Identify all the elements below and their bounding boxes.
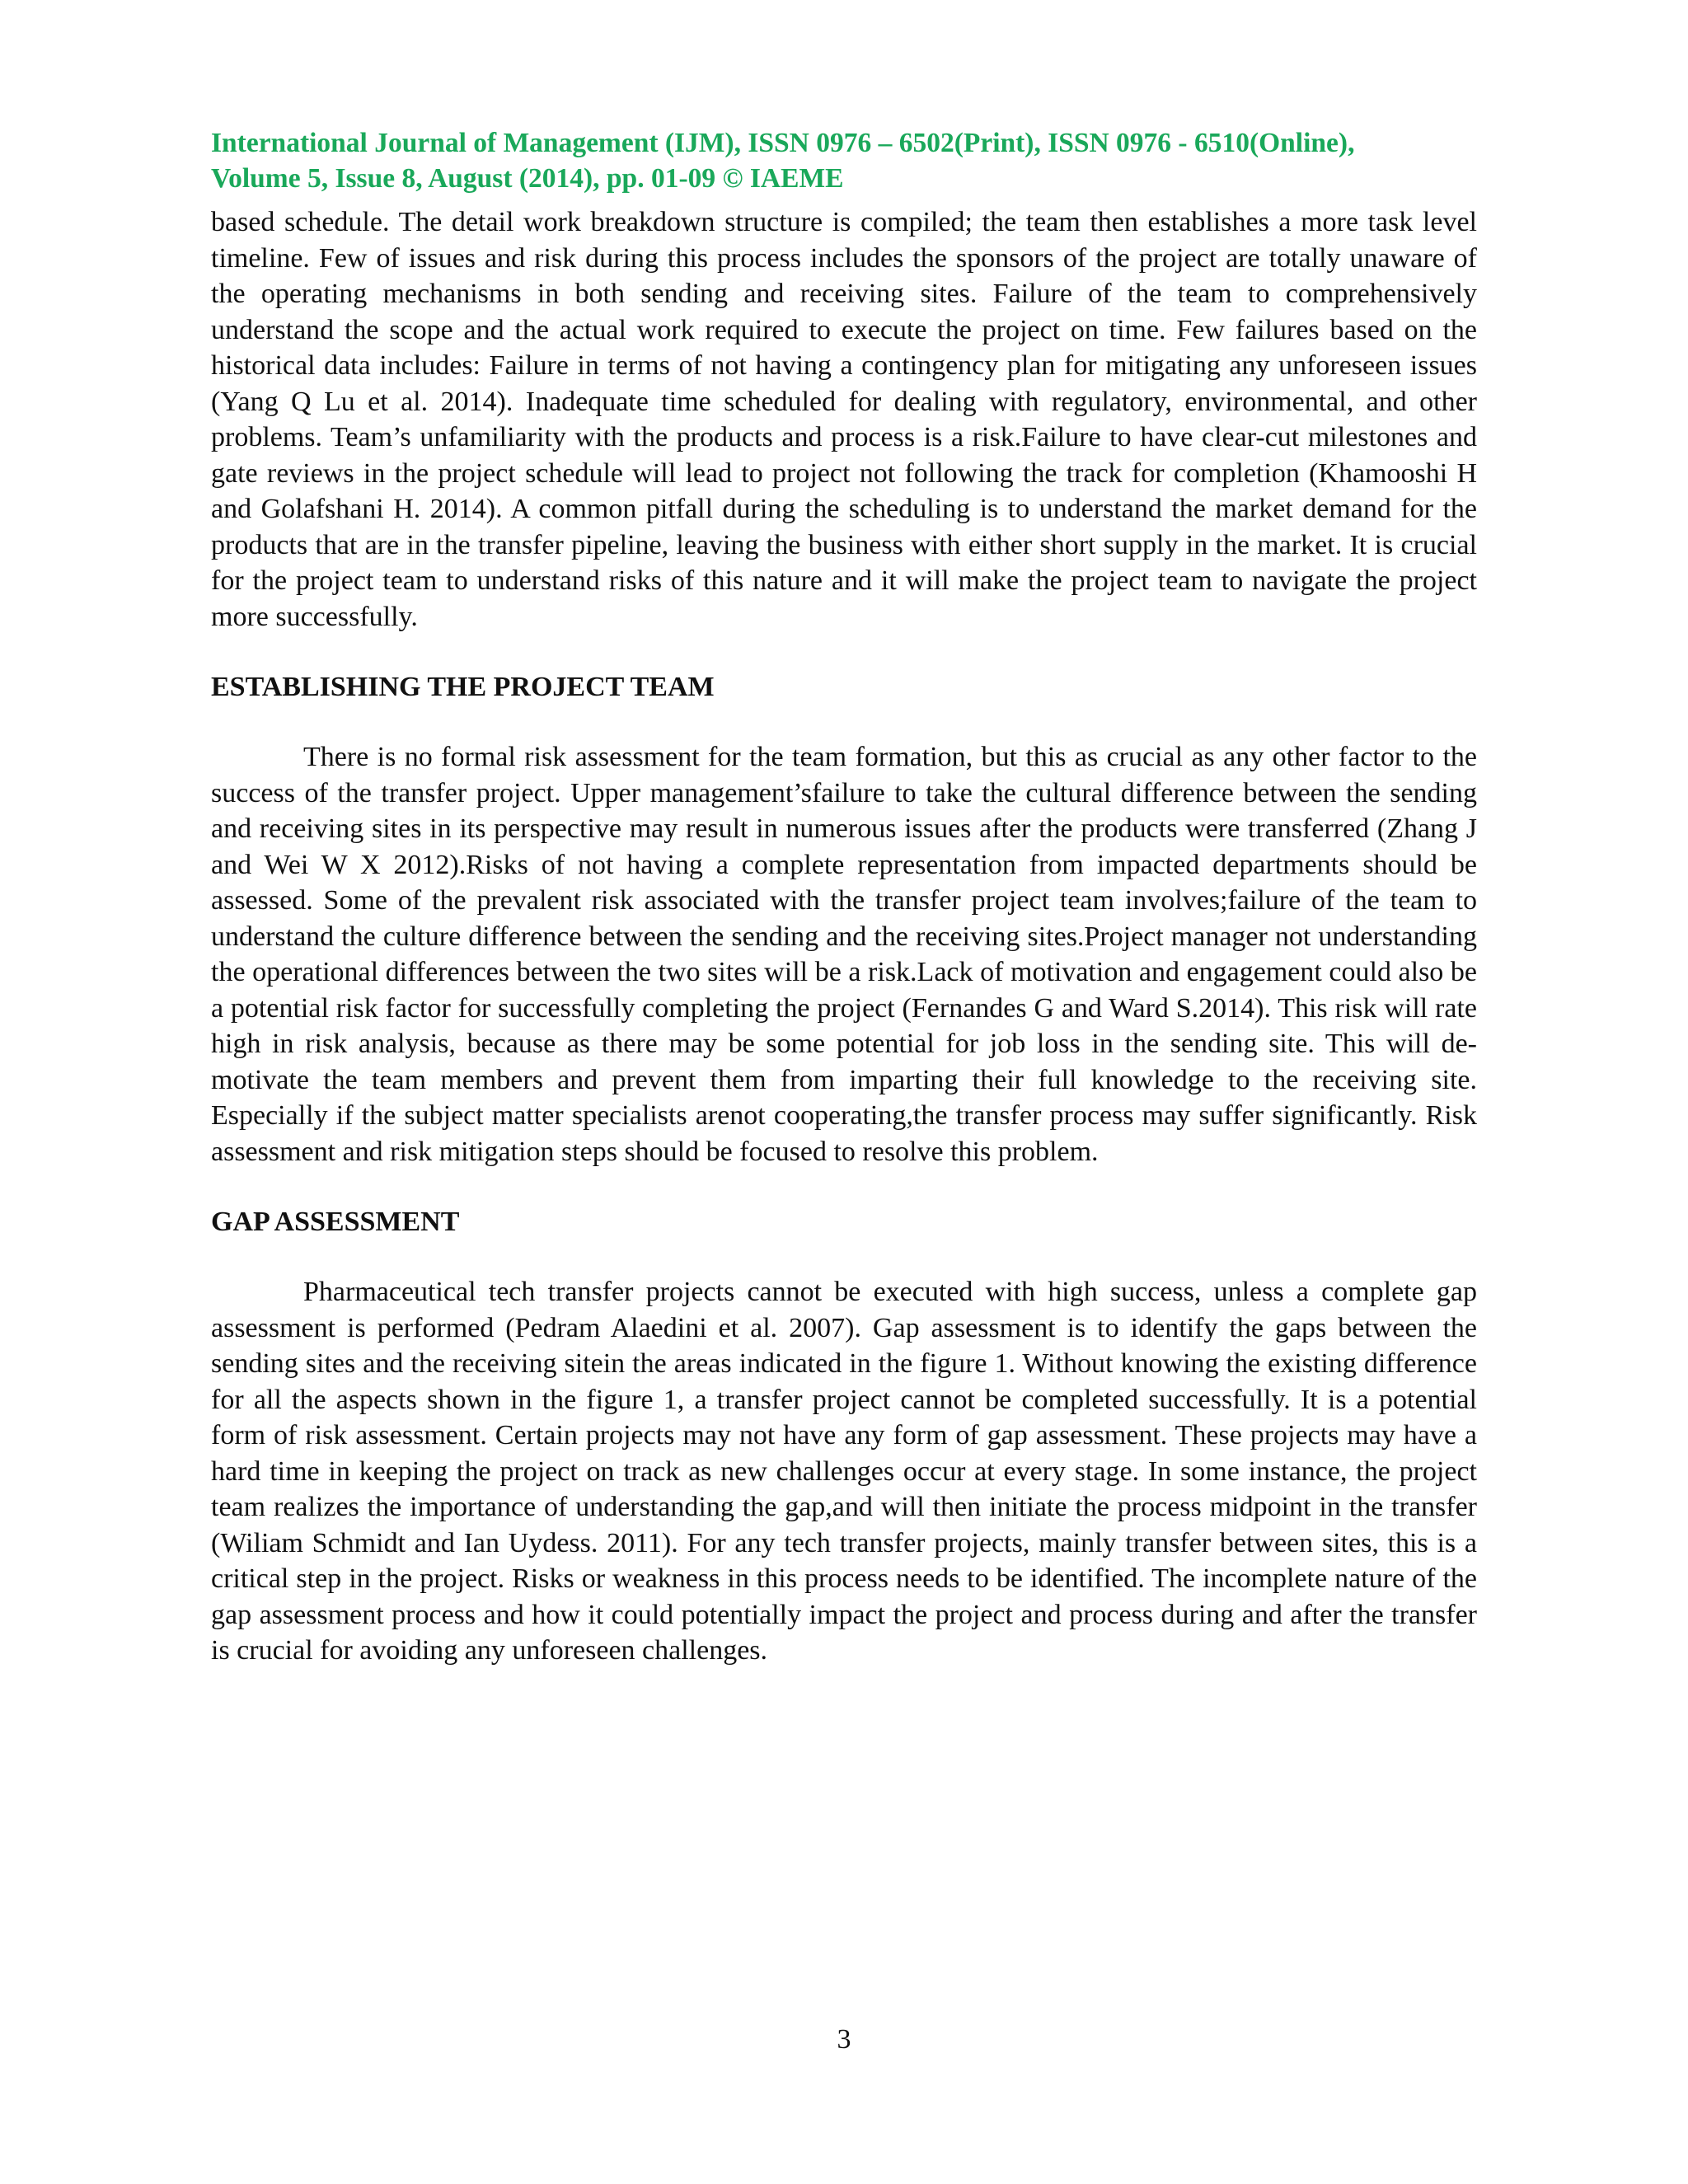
paragraph-schedule-risks: based schedule. The detail work breakdown structure is compiled; the team then establishes a more task level timeline. Few of issues and risk during this process includes the sponsors of the project are totally unaware of the operating mechanisms in both sending and receiving sites. Failure of the team to comprehensively understand the scope and the actual work required to execute the project on time. Few failures based on the historical data includes: Failure in terms of not having a contingency plan for mitigating any unforeseen issues (Yang Q Lu et al. 2014). Inadequate time scheduled for dealing with regulatory, environmental, and other problems. Team’s unfamiliarity with the products and process is a risk.Failure to have clear-cut milestones and gate reviews in the project schedule will lead to project not following the track for completion (Khamooshi H and Golafshani H. 2014). A common pitfall during the scheduling is to understand the market demand for the products that are in the transfer pipeline, leaving the business with either short supply in the market. It is crucial for the project team to understand risks of this nature and it will make the project team to navigate the project more successfully.	[211, 207, 1477, 632]
journal-header	[211, 125, 1477, 196]
journal-header-line-1: International Journal of Management (IJM), ISSN 0976 – 6502(Print), ISSN 0976 - 6510(Online),	[211, 128, 1355, 158]
paragraph-gap-assessment: Pharmaceutical tech transfer projects cannot be executed with high success, unless a complete gap assessment is performed (Pedram Alaedini et al. 2007). Gap assessment is to identify the gaps between the sending sites and the receiving sitein the areas indicated in the figure 1. Without knowing the existing difference for all the aspects shown in the figure 1, a transfer project cannot be completed successfully. It is a potential form of risk assessment. Certain projects may not have any form of gap assessment. These projects may have a hard time in keeping the project on track as new challenges occur at every stage. In some instance, the project team realizes the importance of understanding the gap,and will then initiate the process midpoint in the transfer (Wiliam Schmidt and Ian Uydess. 2011). For any tech transfer projects, mainly transfer between sites, this is a critical step in the project. Risks or weakness in this process needs to be identified. The incomplete nature of the gap assessment process and how it could potentially impact the project and process during and after the transfer is crucial for avoiding any unforeseen challenges.	[211, 1277, 1477, 1666]
page-number: 3	[837, 2024, 851, 2055]
journal-header-line-2: Volume 5, Issue 8, August (2014), pp. 01-09 © IAEME	[211, 163, 844, 194]
heading-gap-assessment: GAP ASSESSMENT	[211, 1207, 460, 1237]
heading-establishing-project-team: ESTABLISHING THE PROJECT TEAM	[211, 672, 715, 702]
paragraph-project-team: There is no formal risk assessment for the team formation, but this as crucial as any other factor to the success of the transfer project. Upper management’sfailure to take the cultural difference between the sending and receiving sites in its perspective may result in numerous issues after the products were transferred (Zhang J and Wei W X 2012).Risks of not having a complete representation from impacted departments should be assessed. Some of the prevalent risk associated with the transfer project team involves;failure of the team to understand the culture difference between the sending and the receiving sites.Project manager not understanding the operational differences between the two sites will be a risk.Lack of motivation and engagement could also be a potential risk factor for successfully completing the project (Fernandes G and Ward S.2014). This risk will rate high in risk analysis, because as there may be some potential for job loss in the sending site. This will de-motivate the team members and prevent them from imparting their full knowledge to the receiving site. Especially if the subject matter specialists arenot cooperating,the transfer process may suffer significantly. Risk assessment and risk mitigation steps should be focused to resolve this problem.	[211, 742, 1477, 1167]
paper-page	[211, 125, 1477, 1669]
